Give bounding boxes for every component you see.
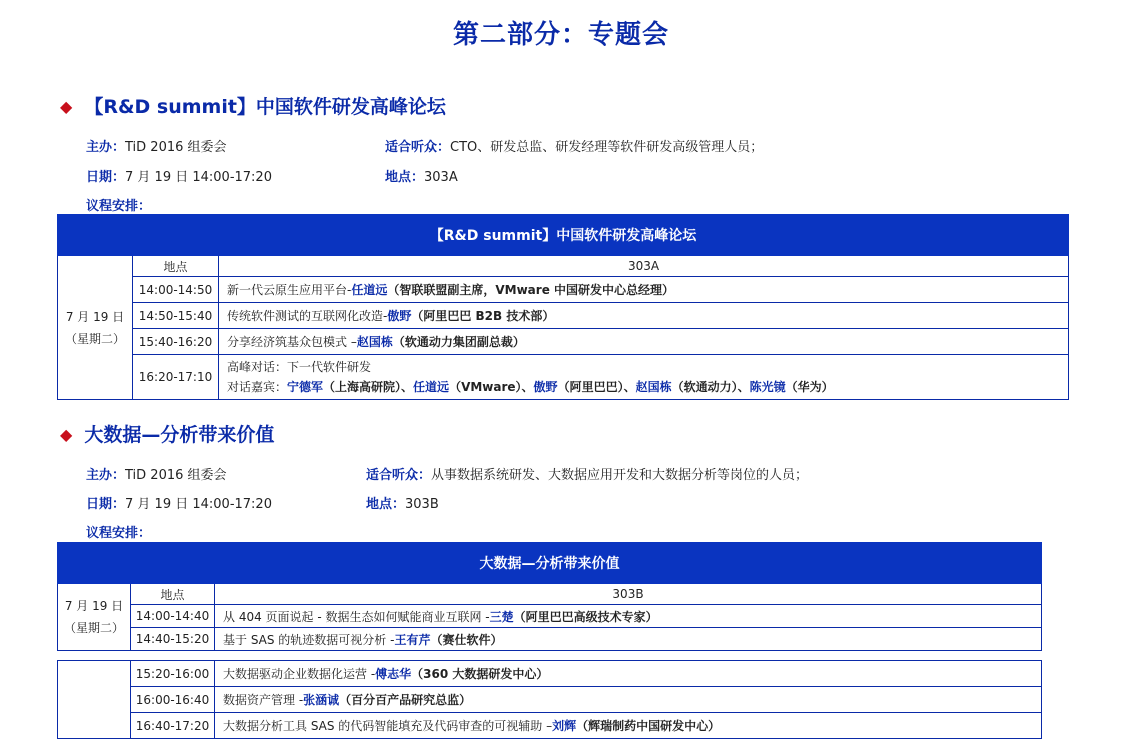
host-info: 主办：TiD 2016 组委会 [86,468,227,483]
agenda-table-header: 大数据—分析带来价值 [58,543,1042,584]
table-row: 14:00-14:40 从 404 页面说起 - 数据生态如何赋能商业互联网 -三楚（阿里巴巴高级技术专家） [58,605,1042,628]
location-value: 303B [215,584,1042,605]
agenda-date-cell-empty [58,661,131,739]
agenda-label: 议程安排： [86,199,152,214]
venue-info: 地点：303B [366,497,439,512]
section-title-big-data: ◆ 大数据—分析带来价值 [60,424,275,446]
speaker-link[interactable]: 王有芹 [394,632,431,647]
speaker-link[interactable]: 傲野 [387,309,412,323]
speaker-link[interactable]: 张涵诚 [303,693,340,707]
agenda-table-big-data-continued [57,660,1042,739]
table-row-panel: 16:20-17:10 高峰对话：下一代软件研发 对话嘉宾：宁德军（上海高研院）、任道远（VMware）、傲野（阿里巴巴）、赵国栋（软通动力）、陈光镜（华为） [58,355,1069,400]
section-title-rd-summit: ◆ 【R&D summit】中国软件研发高峰论坛 [60,96,446,118]
diamond-bullet-icon: ◆ [60,97,73,116]
table-row: 15:20-16:00 大数据驱动企业数据化运营 -傅志华（360 大数据研发中心） [58,661,1042,687]
table-row: 14:00-14:50 新一代云原生应用平台-任道远（智联联盟副主席，VMware 中国研发中心总经理） [58,277,1069,303]
speaker-link[interactable]: 傲野 [533,380,558,394]
agenda-table-big-data [57,542,1042,651]
audience-info: 适合听众：CTO、研发总监、研发经理等软件研发高级管理人员； [385,140,764,155]
date-info: 日期：7 月 19 日 14:00-17:20 [86,170,272,185]
agenda-date-cell: 7 月 19 日 （星期二） [58,584,131,651]
table-row: 16:00-16:40 数据资产管理 -张涵诚（百分百产品研究总监） [58,687,1042,713]
host-info: 主办：TiD 2016 组委会 [86,140,227,155]
location-column-label: 地点 [131,584,215,605]
diamond-bullet-icon: ◆ [60,425,73,444]
venue-info: 地点：303A [385,170,458,185]
table-row: 16:40-17:20 大数据分析工具 SAS 的代码智能填充及代码审查的可视辅助 –刘辉（辉瑞制药中国研发中心） [58,713,1042,739]
table-row: 14:50-15:40 传统软件测试的互联网化改造-傲野（阿里巴巴 B2B 技术部） [58,303,1069,329]
agenda-label: 议程安排： [86,526,152,541]
speaker-link[interactable]: 三楚 [489,609,514,624]
location-value: 303A [219,256,1069,277]
speaker-link[interactable]: 赵国栋 [635,380,672,394]
table-row: 15:40-16:20 分享经济筑基众包模式 –赵国栋（软通动力集团副总裁） [58,329,1069,355]
speaker-link[interactable]: 任道远 [351,283,388,297]
location-column-label: 地点 [133,256,219,277]
page-title: 第二部分：专题会 [452,20,669,50]
audience-info: 适合听众：从事数据系统研发、大数据应用开发和大数据分析等岗位的人员； [366,468,809,483]
table-row: 14:40-15:20 基于 SAS 的轨迹数据可视分析 -王有芹（赛仕软件） [58,628,1042,651]
agenda-table-header: 【R&D summit】中国软件研发高峰论坛 [58,215,1069,256]
speaker-link[interactable]: 刘辉 [552,719,577,733]
agenda-table-rd-summit [57,214,1069,400]
speaker-link[interactable]: 任道远 [413,380,450,394]
speaker-link[interactable]: 赵国栋 [356,335,393,349]
speaker-link[interactable]: 陈光镜 [749,380,786,394]
speaker-link[interactable]: 傅志华 [375,667,412,681]
agenda-date-cell: 7 月 19 日 （星期二） [58,256,133,400]
speaker-link[interactable]: 宁德军 [287,380,324,394]
date-info: 日期：7 月 19 日 14:00-17:20 [86,497,272,512]
